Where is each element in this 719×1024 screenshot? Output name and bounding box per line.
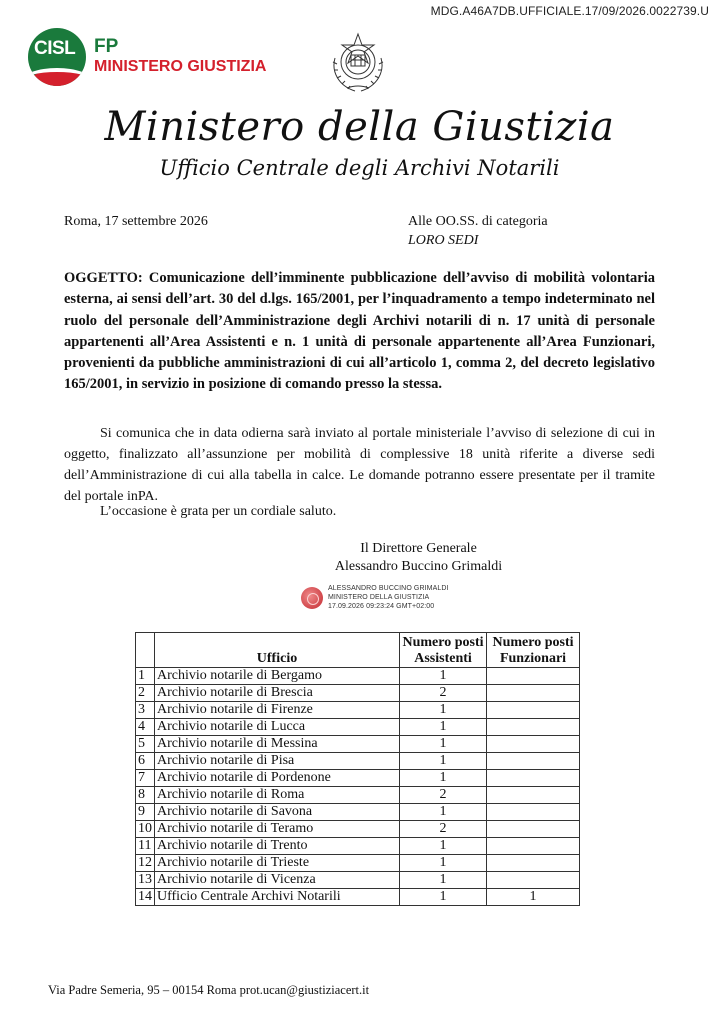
row-index: 14	[136, 889, 155, 906]
row-office: Archivio notarile di Teramo	[155, 821, 400, 838]
row-assistants: 1	[400, 838, 487, 855]
recipient-sedi: LORO SEDI	[408, 233, 479, 248]
row-assistants: 1	[400, 736, 487, 753]
signer-name: Alessandro Buccino Grimaldi	[334, 559, 503, 574]
signer-block-name	[0, 557, 719, 576]
row-assistants: 2	[400, 821, 487, 838]
row-index: 12	[136, 855, 155, 872]
row-assistants: 1	[400, 719, 487, 736]
header-office: Ufficio	[155, 633, 400, 668]
italian-republic-emblem-icon	[325, 28, 391, 96]
table-row	[136, 719, 580, 736]
row-office: Archivio notarile di Trento	[155, 838, 400, 855]
protocol-number: MDG.A46A7DB.UFFICIALE.17/09/2026.0022739.U	[430, 4, 709, 18]
cisl-fp-text: FP	[94, 36, 119, 57]
signer-title: Il Direttore Generale	[360, 541, 477, 556]
row-office: Archivio notarile di Roma	[155, 787, 400, 804]
row-index: 1	[136, 668, 155, 685]
table-row	[136, 736, 580, 753]
signature-org: MINISTERO DELLA GIUSTIZIA	[328, 594, 430, 601]
ministry-heading: Ministero della Giustizia	[104, 104, 615, 150]
row-officials	[487, 719, 580, 736]
table-row	[136, 889, 580, 906]
cisl-logo-text: CISL	[34, 38, 76, 59]
row-index: 7	[136, 770, 155, 787]
row-assistants: 1	[400, 804, 487, 821]
header-index	[136, 633, 155, 668]
row-assistants: 1	[400, 889, 487, 906]
row-officials	[487, 753, 580, 770]
recipient-line: Alle OO.SS. di categoria	[408, 214, 548, 229]
row-assistants: 1	[400, 668, 487, 685]
row-index: 3	[136, 702, 155, 719]
table-row	[136, 685, 580, 702]
signature-timestamp: 17.09.2026 09:23:24 GMT+02:00	[328, 603, 435, 610]
body-paragraph	[64, 423, 655, 507]
row-assistants: 1	[400, 872, 487, 889]
digital-signature-stamp	[301, 584, 461, 614]
table-row	[136, 787, 580, 804]
table-body	[136, 668, 580, 906]
table-row	[136, 770, 580, 787]
row-officials	[487, 855, 580, 872]
table-row	[136, 668, 580, 685]
row-index: 10	[136, 821, 155, 838]
cisl-ministero-text: MINISTERO GIUSTIZIA	[94, 58, 267, 75]
row-office: Archivio notarile di Pisa	[155, 753, 400, 770]
row-assistants: 2	[400, 787, 487, 804]
row-office: Ufficio Centrale Archivi Notarili	[155, 889, 400, 906]
signature-seal-icon	[301, 587, 323, 609]
row-index: 9	[136, 804, 155, 821]
row-office: Archivio notarile di Pordenone	[155, 770, 400, 787]
row-officials	[487, 770, 580, 787]
table-row	[136, 855, 580, 872]
row-index: 4	[136, 719, 155, 736]
row-officials	[487, 872, 580, 889]
signer-block	[0, 539, 719, 558]
row-office: Archivio notarile di Lucca	[155, 719, 400, 736]
row-index: 6	[136, 753, 155, 770]
positions-table	[135, 632, 580, 906]
row-office: Archivio notarile di Messina	[155, 736, 400, 753]
table-row	[136, 838, 580, 855]
signature-name: ALESSANDRO BUCCINO GRIMALDI	[328, 585, 449, 592]
footer-address: Via Padre Semeria, 95 – 00154 Roma prot.ucan@giustiziacert.it	[48, 983, 370, 997]
row-officials	[487, 787, 580, 804]
letter-date: Roma, 17 settembre 2026	[64, 214, 208, 229]
row-officials	[487, 821, 580, 838]
row-office: Archivio notarile di Trieste	[155, 855, 400, 872]
row-office: Archivio notarile di Vicenza	[155, 872, 400, 889]
table-row	[136, 702, 580, 719]
row-assistants: 1	[400, 702, 487, 719]
table-header-row	[136, 633, 580, 668]
row-assistants: 1	[400, 855, 487, 872]
row-index: 2	[136, 685, 155, 702]
row-assistants: 2	[400, 685, 487, 702]
row-assistants: 1	[400, 770, 487, 787]
header-officials: Numero posti Funzionari	[487, 633, 580, 668]
table-row	[136, 753, 580, 770]
row-officials	[487, 736, 580, 753]
row-assistants: 1	[400, 753, 487, 770]
cisl-fp-logo	[28, 28, 278, 88]
row-index: 8	[136, 787, 155, 804]
office-heading: Ufficio Centrale degli Archivi Notarili	[159, 156, 560, 180]
table-row	[136, 821, 580, 838]
table-row	[136, 804, 580, 821]
row-officials: 1	[487, 889, 580, 906]
row-index: 11	[136, 838, 155, 855]
row-office: Archivio notarile di Firenze	[155, 702, 400, 719]
row-index: 5	[136, 736, 155, 753]
table-row	[136, 872, 580, 889]
row-officials	[487, 804, 580, 821]
row-index: 13	[136, 872, 155, 889]
row-officials	[487, 668, 580, 685]
row-office: Archivio notarile di Savona	[155, 804, 400, 821]
row-office: Archivio notarile di Bergamo	[155, 668, 400, 685]
closing-paragraph: L’occasione è grata per un cordiale saluto.	[100, 504, 337, 519]
row-office: Archivio notarile di Brescia	[155, 685, 400, 702]
positions-table-wrapper	[135, 632, 580, 906]
cisl-logo-mark	[28, 28, 86, 86]
row-officials	[487, 838, 580, 855]
body-paragraph-text: Si comunica che in data odierna sarà inviato al portale ministeriale l’avviso di selezione di cui in oggetto, finalizzato all’assunzione per mobilità di complessive 18 unità riferite a diverse sedi dell’Amministrazione di cui alla tabella in calce. Le domande potranno essere presentate per il tramite del portale inPA.	[64, 426, 655, 504]
letter-subject: OGGETTO: Comunicazione dell’imminente pubblicazione dell’avviso di mobilità volontaria esterna, ai sensi dell’art. 30 del d.lgs. 165/2001, per l’inquadramento a tempo indeterminato nel ruolo del personale dell’Amministrazione degli Archivi notarili di n. 17 unità di personale appartenenti all’Area Assistenti e n. 1 unità di personale appartenente all’Area Funzionari, provenienti da pubbliche amministrazioni di cui all’articolo 1, comma 2, del decreto legislativo 165/2001, in servizio in posizione di comando presso la stessa.	[64, 270, 655, 393]
row-officials	[487, 685, 580, 702]
row-officials	[487, 702, 580, 719]
header-assistants: Numero posti Assistenti	[400, 633, 487, 668]
